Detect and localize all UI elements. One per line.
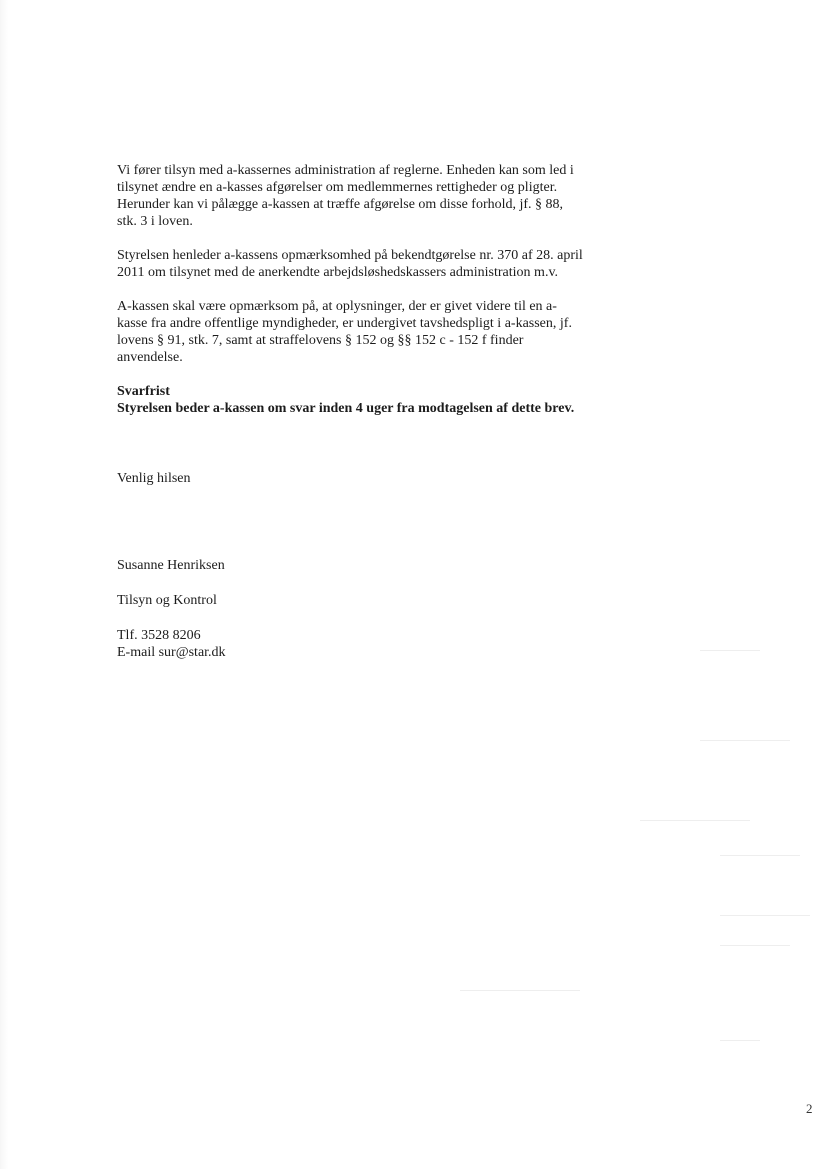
bleed-through-mark — [720, 1040, 760, 1041]
text-line: Vi fører tilsyn med a-kassernes administration af reglerne. Enheden kan som led i — [117, 163, 574, 178]
letter-body — [117, 162, 617, 417]
paragraph-supervision — [117, 162, 617, 230]
bleed-through-mark — [700, 650, 760, 651]
bleed-through-mark — [720, 855, 800, 856]
bleed-through-mark — [700, 740, 790, 741]
text-line: stk. 3 i loven. — [117, 214, 193, 229]
deadline-text: Styrelsen beder a-kassen om svar inden 4 uger fra modtagelsen af dette brev. — [117, 401, 575, 416]
signatory-department: Tilsyn og Kontrol — [117, 593, 217, 608]
signatory-phone: Tlf. 3528 8206 — [117, 628, 201, 643]
text-line: tilsynet ændre en a-kasses afgørelser om medlemmernes rettigheder og pligter. — [117, 180, 558, 195]
signatory-email: E-mail sur@star.dk — [117, 645, 226, 660]
text-line: Styrelsen henleder a-kassens opmærksomhed på bekendtgørelse nr. 370 af 28. april — [117, 248, 583, 263]
deadline-section — [117, 383, 617, 417]
text-line: anvendelse. — [117, 350, 183, 365]
text-line: lovens § 91, stk. 7, samt at straffelovens § 152 og §§ 152 c - 152 f finder — [117, 333, 524, 348]
deadline-heading: Svarfrist — [117, 384, 170, 399]
closing-greeting: Venlig hilsen — [117, 471, 191, 486]
paragraph-regulation — [117, 247, 617, 281]
bleed-through-mark — [720, 915, 810, 916]
text-line: Herunder kan vi pålægge a-kassen at træffe afgørelse om disse forhold, jf. § 88, — [117, 197, 564, 212]
bleed-through-mark — [460, 990, 580, 991]
bleed-through-mark — [640, 820, 750, 821]
paragraph-confidentiality — [117, 298, 617, 366]
bleed-through-mark — [720, 945, 790, 946]
signatory-name: Susanne Henriksen — [117, 558, 225, 573]
scan-edge-shadow — [0, 0, 8, 1169]
page-number: 2 — [806, 1101, 813, 1116]
text-line: kasse fra andre offentlige myndigheder, er undergivet tavshedspligt i a-kassen, jf. — [117, 316, 572, 331]
text-line: 2011 om tilsynet med de anerkendte arbejdsløshedskassers administration m.v. — [117, 265, 559, 280]
text-line: A-kassen skal være opmærksom på, at oplysninger, der er givet videre til en a- — [117, 299, 557, 314]
